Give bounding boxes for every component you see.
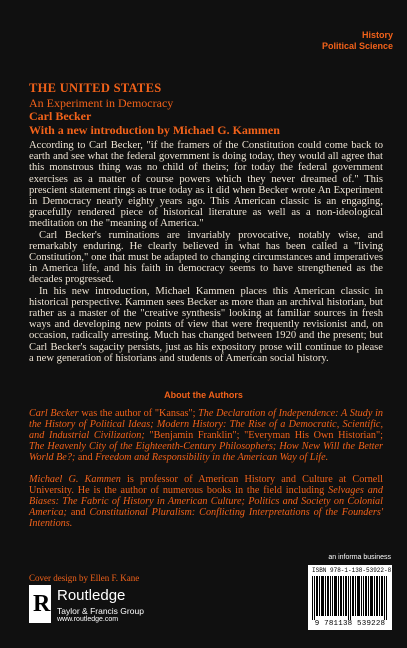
book-title: THE UNITED STATES bbox=[29, 81, 162, 95]
publisher-logo bbox=[29, 585, 199, 625]
isbn-text: ISBN 978-1-138-53922-8 bbox=[312, 567, 392, 574]
bio-becker-titles-3: Freedom and Responsibility in the American Way of Life. bbox=[95, 452, 329, 463]
book-blurb bbox=[29, 140, 383, 364]
barcode-icon bbox=[312, 576, 388, 620]
category-label bbox=[322, 30, 393, 52]
isbn-number: 9 781138 539228 bbox=[314, 620, 386, 628]
cover-design-credit: Cover design by Ellen F. Kane bbox=[29, 573, 140, 583]
introduction-credit: With a new introduction by Michael G. Kammen bbox=[29, 123, 280, 137]
publisher-url: www.routledge.com bbox=[57, 616, 119, 623]
bio-becker-text-1: was the author of "Kansas"; bbox=[78, 408, 199, 419]
bio-kammen-name: Michael G. Kammen bbox=[29, 474, 121, 485]
blurb-paragraph-1: According to Carl Becker, "if the framers of the Constitution could come back to earth and see what the federal government is doing today, they would all agree that this monstrous thing was no child of theirs; for today the federal government exercises as a matter of course powers which they never dreamed of." This prescient statement rings as true today as it did when Becker wrote An Experiment in Democracy nearly eighty years ago. This American classic is an engaging, gracefully rendered piece of historical literature as well as a non-ideological meditation on the "meaning of America." bbox=[29, 140, 383, 230]
blurb-paragraph-3: In his new introduction, Michael Kammen places this American classic in historical perspective. Kammen sees Becker as more than an archival historian, but rather as a master of the "creative synthesis" looking at familiar sources in fresh ways and developing new points of view that were frequently revisionist and, on occasion, radically arresting. Much has changed between 1920 and the present; but Carl Becker's sagacity persists, just as his expository prose will continue to please a new generation of historians and students of American social history. bbox=[29, 285, 383, 364]
publisher-group: Taylor & Francis Group bbox=[57, 606, 144, 616]
category-political-science: Political Science bbox=[321, 41, 393, 51]
bio-becker-name: Carl Becker bbox=[29, 408, 79, 419]
routledge-r-icon: R bbox=[29, 585, 51, 623]
publisher-name: Routledge bbox=[57, 587, 126, 604]
about-authors-heading: About the Authors bbox=[164, 390, 243, 400]
bio-becker-text-3: and bbox=[75, 452, 96, 463]
bio-becker-titles-1: The Declaration of Independence: A Study in the History of Political Ideas; Modern History: The Rise of a Democratic, Scientific, and Industrial Civilization; bbox=[29, 408, 383, 441]
bio-kammen-titles-2: Constitutional Pluralism: Conflicting Interpretations of the Founders' Intentions. bbox=[29, 507, 383, 529]
isbn-barcode bbox=[308, 565, 392, 630]
blurb-paragraph-2: Carl Becker's ruminations are invariably provocative, notably wise, and remarkably enduring. He clearly believed in what has been called a "living Constitution," one that must be adapted to changing circumstances and imperatives in America life, and his faith in democracy seems to have strengthened as the decades progressed. bbox=[29, 229, 383, 286]
bio-kammen-text-1: is professor of American History and Culture at Cornell University. He is the author of numerous books in the field including bbox=[29, 474, 383, 496]
category-history: History bbox=[361, 30, 393, 40]
bio-becker-text-2: "Benjamin Franklin"; "Everyman His Own Historian"; bbox=[144, 430, 383, 441]
book-subtitle: An Experiment in Democracy bbox=[29, 96, 174, 110]
bio-kammen bbox=[29, 474, 383, 529]
informa-tagline: an informa business bbox=[328, 554, 391, 561]
bio-kammen-titles-1: Selvages and Biases: The Fabric of History in American Culture; Politics and Society on Colonial America; bbox=[29, 485, 383, 518]
bio-becker bbox=[29, 408, 383, 463]
bio-becker-titles-2: The Heavenly City of the Eighteenth-Century Philosophers; How New Will the Better World Be?; bbox=[29, 441, 383, 463]
bio-kammen-text-2: and bbox=[66, 507, 90, 518]
book-author: Carl Becker bbox=[29, 109, 92, 123]
